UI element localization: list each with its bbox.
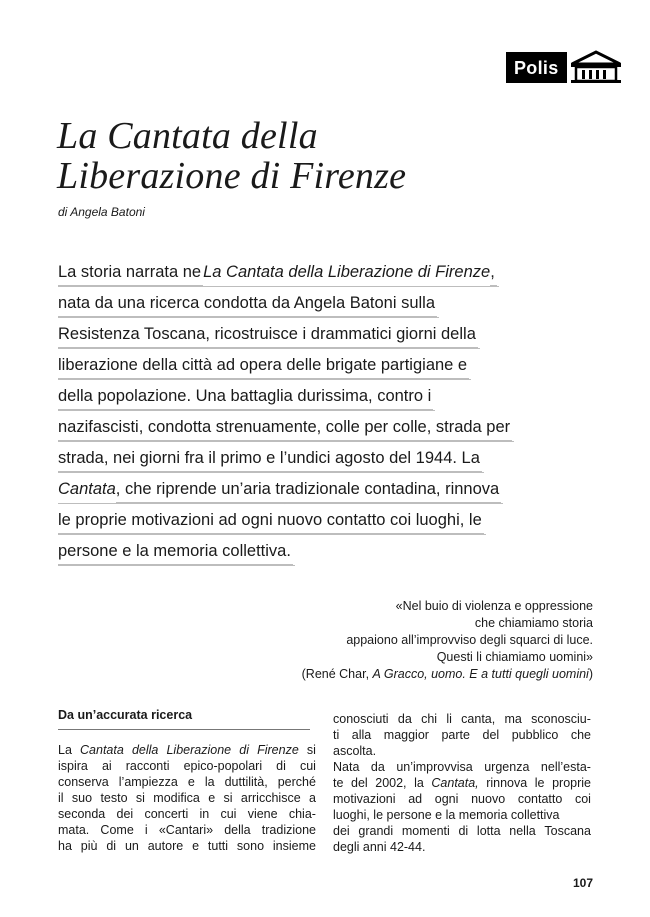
word: di bbox=[458, 824, 469, 838]
word: di bbox=[106, 839, 117, 853]
body-line bbox=[58, 790, 316, 806]
italic-text: La Cantata della Liberazione di Firenze bbox=[203, 263, 491, 281]
lead-line bbox=[58, 288, 578, 319]
text-run: La storia narrata ne bbox=[58, 260, 203, 286]
word: chia- bbox=[288, 807, 316, 821]
word: del bbox=[351, 776, 368, 790]
word: li bbox=[446, 712, 452, 726]
text-run: strada, nei giorni fra il primo e l’undici agosto del 1944. La bbox=[58, 446, 482, 472]
page-number: 107 bbox=[573, 876, 594, 890]
word: Cantata, bbox=[431, 776, 479, 790]
word: la bbox=[414, 776, 424, 790]
lead-line bbox=[58, 536, 578, 567]
word: la bbox=[204, 775, 215, 789]
lead-line bbox=[58, 350, 578, 381]
lead-line bbox=[58, 381, 578, 412]
lead-line bbox=[58, 474, 578, 505]
text-run: liberazione della città ad opera delle brigate partigiane e bbox=[58, 353, 469, 379]
word: e bbox=[192, 839, 200, 853]
word: maggior bbox=[383, 728, 429, 742]
word: perché bbox=[277, 775, 316, 789]
word: coi bbox=[574, 792, 591, 806]
text-run: , che riprende un’aria tradizionale contadina, rinnova bbox=[116, 477, 501, 503]
word: ha bbox=[58, 839, 72, 853]
word: ogni bbox=[434, 792, 459, 806]
word: il bbox=[58, 791, 64, 805]
word: arricchisce bbox=[240, 791, 301, 805]
word: sono bbox=[236, 839, 265, 853]
lead-line bbox=[58, 443, 578, 474]
word: da bbox=[397, 712, 412, 726]
word: Toscana bbox=[544, 824, 591, 838]
epigraph-line: che chiamiamo storia bbox=[474, 616, 593, 630]
word: si bbox=[223, 791, 233, 805]
word: ai bbox=[101, 759, 112, 773]
word: «Cantari» bbox=[158, 823, 214, 837]
word: si bbox=[306, 743, 316, 757]
title-line: La Cantata della bbox=[57, 115, 318, 157]
word: nuovo bbox=[471, 792, 506, 806]
word: epico-popolari bbox=[183, 759, 263, 773]
word: ma bbox=[504, 712, 522, 726]
epigraph-line: appaiono all’improvviso degli squarci di luce. bbox=[346, 633, 593, 647]
lead-paragraph bbox=[58, 257, 578, 567]
underlined-line bbox=[58, 384, 435, 411]
word: un’improvvisa bbox=[396, 760, 473, 774]
word: di bbox=[239, 743, 249, 757]
underlined-line bbox=[58, 446, 484, 473]
text-run: Resistenza Toscana, ricostruisce i drammatici giorni della bbox=[58, 322, 478, 348]
underlined-line bbox=[58, 353, 471, 380]
word: momenti bbox=[401, 824, 450, 838]
word: lotta bbox=[476, 824, 501, 838]
body-line bbox=[58, 774, 316, 790]
body-line bbox=[333, 775, 591, 791]
word: , bbox=[475, 776, 479, 790]
word: 2002, bbox=[375, 776, 407, 790]
text-run: nata da una ricerca condotta da Angela Batoni sulla bbox=[58, 291, 437, 317]
epigraph-attribution bbox=[173, 666, 593, 683]
byline: di Angela Batoni bbox=[58, 205, 145, 219]
text-run: luoghi, le persone e la memoria collettiva bbox=[333, 808, 560, 822]
body-line bbox=[333, 791, 591, 807]
text-run: della popolazione. Una battaglia durissima, contro i bbox=[58, 384, 433, 410]
word: te bbox=[333, 776, 344, 790]
lead-line bbox=[58, 257, 578, 288]
underlined-line bbox=[58, 508, 486, 535]
word: racconti bbox=[125, 759, 170, 773]
text-run: le proprie motivazioni ad ogni nuovo contatto coi luoghi, le bbox=[58, 508, 484, 534]
word: chi bbox=[421, 712, 438, 726]
attribution-work: A Gracco, uomo. E a tutti quegli uomini bbox=[372, 667, 589, 681]
epigraph-line: «Nel buio di violenza e oppressione bbox=[395, 599, 593, 613]
word: di bbox=[276, 759, 286, 773]
word: testo bbox=[100, 791, 128, 805]
word: pubblico bbox=[511, 728, 559, 742]
section-label: Polis bbox=[506, 52, 567, 83]
word: Nata bbox=[333, 760, 360, 774]
word: ispira bbox=[58, 759, 88, 773]
word: modifica bbox=[153, 791, 200, 805]
word: viene bbox=[247, 807, 278, 821]
word: alla bbox=[351, 728, 372, 742]
word: che bbox=[570, 728, 591, 742]
word: tutti bbox=[207, 839, 229, 853]
word: nella bbox=[509, 824, 536, 838]
word: Liberazione bbox=[166, 743, 232, 757]
word: sconosciu- bbox=[531, 712, 591, 726]
body-line bbox=[58, 822, 316, 838]
underlined-line bbox=[58, 260, 499, 287]
body-line bbox=[58, 742, 316, 758]
word: da bbox=[370, 760, 385, 774]
building-columns-icon bbox=[569, 50, 623, 84]
underlined-line bbox=[58, 539, 295, 566]
word: concerti bbox=[144, 807, 189, 821]
italic-text: Cantata bbox=[58, 480, 116, 498]
word: e bbox=[208, 791, 216, 805]
word: Cantata bbox=[80, 743, 124, 757]
word: nell’esta- bbox=[540, 760, 591, 774]
word: seconda bbox=[58, 807, 106, 821]
text-run: ascolta. bbox=[333, 744, 377, 758]
word: contatto bbox=[517, 792, 563, 806]
column-body bbox=[58, 742, 316, 854]
underlined-line bbox=[58, 477, 503, 504]
word: parte bbox=[441, 728, 470, 742]
attribution-prefix: (René Char, bbox=[301, 667, 373, 681]
body-line bbox=[333, 807, 591, 823]
word: si bbox=[135, 791, 145, 805]
word: canta, bbox=[461, 712, 496, 726]
word: e bbox=[187, 775, 195, 789]
body-column-left bbox=[58, 707, 316, 854]
title-line: Liberazione di Firenze bbox=[57, 155, 407, 197]
text-run: persone e la memoria collettiva. bbox=[58, 539, 293, 565]
epigraph-line: Questi li chiamiamo uomini» bbox=[436, 650, 593, 664]
body-column-right bbox=[333, 711, 591, 855]
body-line bbox=[58, 758, 316, 774]
body-line bbox=[58, 838, 316, 854]
lead-line bbox=[58, 412, 578, 443]
word: i bbox=[144, 823, 148, 837]
body-line bbox=[333, 743, 591, 759]
word: grandi bbox=[358, 824, 394, 838]
word: conserva bbox=[58, 775, 109, 789]
word: l’ampiezza bbox=[118, 775, 178, 789]
text-run: , bbox=[490, 260, 497, 286]
attribution-suffix: ) bbox=[588, 667, 593, 681]
epigraph bbox=[173, 598, 593, 683]
word: Come bbox=[100, 823, 134, 837]
underlined-line bbox=[58, 322, 480, 349]
body-line bbox=[333, 711, 591, 727]
body-line bbox=[58, 806, 316, 822]
body-line bbox=[333, 823, 591, 839]
word: rinnova bbox=[486, 776, 528, 790]
word: Firenze bbox=[257, 743, 299, 757]
word: in bbox=[199, 807, 210, 821]
word: conosciuti bbox=[333, 712, 389, 726]
word: dei bbox=[116, 807, 134, 821]
word: La bbox=[58, 743, 72, 757]
word: ad bbox=[408, 792, 423, 806]
word: della bbox=[131, 743, 159, 757]
word: tradizione bbox=[261, 823, 316, 837]
section-tag bbox=[506, 50, 623, 84]
word: a bbox=[309, 791, 316, 805]
word: un bbox=[124, 839, 139, 853]
underlined-line bbox=[58, 291, 439, 318]
underlined-line bbox=[58, 415, 514, 442]
word: più bbox=[80, 839, 98, 853]
word: del bbox=[482, 728, 500, 742]
word: mata. bbox=[58, 823, 90, 837]
word: cui bbox=[220, 807, 237, 821]
lead-line bbox=[58, 505, 578, 536]
text-run: nazifascisti, condotta strenuamente, colle per colle, strada per bbox=[58, 415, 512, 441]
word: duttilità, bbox=[224, 775, 268, 789]
word: autore bbox=[147, 839, 184, 853]
body-line bbox=[333, 727, 591, 743]
article-title bbox=[57, 116, 577, 196]
word: insieme bbox=[272, 839, 316, 853]
word: motivazioni bbox=[333, 792, 396, 806]
word: dei bbox=[333, 824, 350, 838]
word: cui bbox=[299, 759, 316, 773]
body-line bbox=[333, 759, 591, 775]
body-line bbox=[333, 839, 591, 855]
word: le bbox=[534, 776, 545, 790]
word: suo bbox=[71, 791, 93, 805]
word: proprie bbox=[552, 776, 591, 790]
section-heading: Da un’accurata ricerca bbox=[58, 707, 310, 730]
word: urgenza bbox=[484, 760, 530, 774]
word: della bbox=[224, 823, 251, 837]
text-run: degli anni 42-44. bbox=[333, 840, 426, 854]
word: ti bbox=[333, 728, 340, 742]
lead-line bbox=[58, 319, 578, 350]
